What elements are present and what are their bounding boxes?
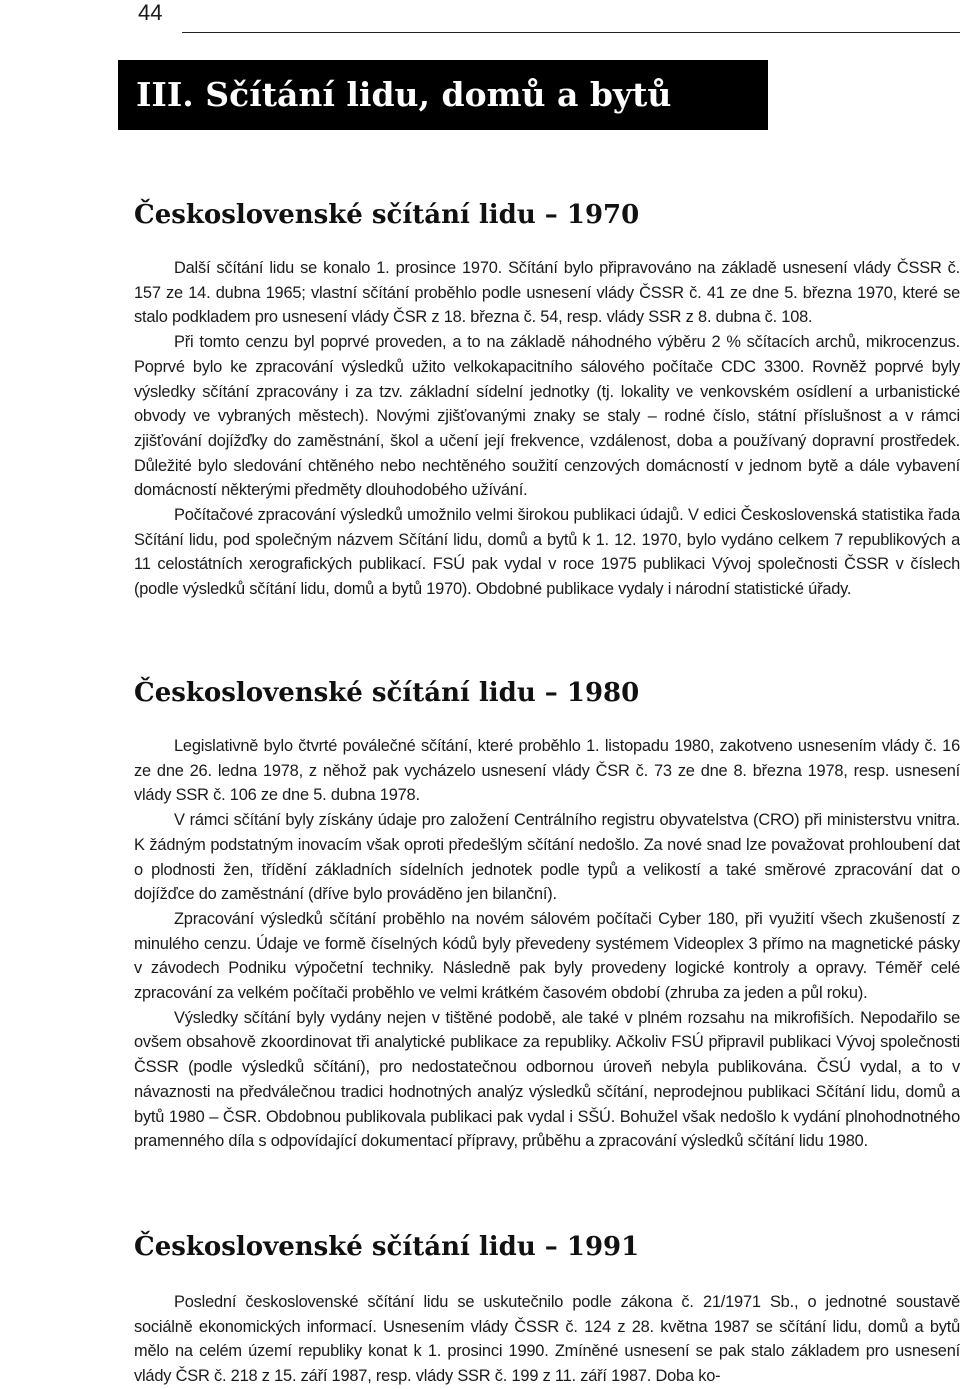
section-1970 — [134, 200, 960, 602]
paragraph: Zpracování výsledků sčítání proběhlo na novém sálovém počítači Cyber 180, při využití všech zkušeností z minulého cenzu. Údaje ve formě číselných kódů byly převedeny systémem Videoplex 3 přímo na magnetické pásky v závodech Podniku výpočetní techniky. Následně pak byly provedeny logické kontroly a opravy. Téměř celé zpracování za velkém počítači proběhlo ve velmi krátkém časovém období (zhruba za jeden a půl roku). — [134, 909, 960, 1003]
section-heading: Československé sčítání lidu – 1970 — [134, 200, 640, 230]
paragraph: Počítačové zpracování výsledků umožnilo velmi širokou publikaci údajů. V edici Československá statistika řada Sčítání lidu, pod společným názvem Sčítání lidu, domů a bytů k 1. 12. 1970, bylo vydáno celkem 7 republikových a 11 celostátních xerografických publikací. FSÚ pak vydal v roce 1975 publikaci Vývoj společnosti ČSSR v číslech (podle výsledků sčítání lidu, domů a bytů 1970). Obdobné publikace vydaly i národní statistické úřady. — [134, 506, 960, 599]
section-1980 — [134, 678, 960, 1154]
section-heading: Československé sčítání lidu – 1991 — [134, 1232, 640, 1262]
header-rule — [182, 32, 960, 33]
section-1991 — [134, 1232, 960, 1389]
paragraph: Poslední československé sčítání lidu se uskutečnilo podle zákona č. 21/1971 Sb., o jednotné soustavě sociálně ekonomických informací. Usnesením vlády ČSSR č. 124 z 28. května 1987 se sčítání lidu, domů a bytů mělo na celém území republiky konat k 1. prosinci 1990. Zmíněné usnesení se pak stalo základem pro usnesení vlády ČSR č. 218 z 15. září 1987, resp. vlády SSR č. 199 z 11. září 1987. Doba ko- — [134, 1293, 960, 1386]
chapter-title: III. Sčítání lidu, domů a bytů — [118, 60, 768, 130]
paragraph: Při tomto cenzu byl poprvé proveden, a to na základě náhodného výběru 2 % sčítacích archů, mikrocenzus. Poprvé bylo ke zpracování výsledků užito velkokapacitního sálového počítače CDC 3300. Rovněž poprvé byly výsledky sčítání zpracovány i za tzv. základní sídelní jednotky (tj. lokality ve venkovském osídlení a urbanistické obvody ve vybraných městech). Novými zjišťovanými znaky se staly – rodné číslo, státní příslušnost a v rámci zjišťování dojížďky do zaměstnání, škol a učení její frekvence, vzdálenost, doba a používaný dopravní prostředek. Důležité bylo sledování chtěného nebo nechtěného soužití cenzových domácností v jednom bytě a dále vybavení domácností některými předměty dlouhodobého užívání. — [134, 333, 960, 500]
paragraph: Výsledky sčítání byly vydány nejen v tištěné podobě, ale také v plném rozsahu na mikrofiších. Nepodařilo se ovšem obsahově zkoordinovat tři analytické publikace za republiky. Ačkoliv FSÚ připravil publikaci Vývoj společnosti ČSSR (podle výsledků sčítání), pro nedostatečnou odbornou úroveň nebyla publikována. ČSÚ vydal, a to v návaznosti na předválečnou tradici hodnotných analýz výsledků sčítání, neprodejnou publikaci Sčítání lidu, domů a bytů 1980 – ČSR. Obdobnou publikovala publikaci pak vydal i SŠÚ. Bohužel však nedošlo k vydání plnohodnotného pramenného díla s odpovídající dokumentací přípravy, průběhu a zpracování výsledků sčítání lidu 1980. — [134, 1008, 960, 1151]
paragraph: V rámci sčítání byly získány údaje pro založení Centrálního registru obyvatelstva (CRO) při ministerstvu vnitra. K žádným podstatným inovacím však oproti předešlým sčítání nedošlo. Za nové snad lze považovat prohloubení dat o plodnosti žen, třídění základních sídelních jednotek podle typů a velikostí a také směrové zpracování dat o dojížďce do zaměstnání (dříve bylo prováděno jen bilanční). — [134, 811, 960, 904]
paragraph: Další sčítání lidu se konalo 1. prosince 1970. Sčítání bylo připravováno na základě usnesení vlády ČSSR č. 157 ze 14. dubna 1965; vlastní sčítání proběhlo podle usnesení vlády ČSSR č. 41 ze dne 5. března 1970, které se stalo podkladem pro usnesení vlády ČSR z 18. března č. 54, resp. vlády SSR z 8. dubna č. 108. — [134, 259, 960, 327]
page-number: 44 — [138, 0, 163, 25]
paragraph: Legislativně bylo čtvrté poválečné sčítání, které proběhlo 1. listopadu 1980, zakotveno usnesením vlády č. 16 ze dne 26. ledna 1978, z něhož pak vycházelo usnesení vlády ČSR č. 73 ze dne 8. března 1978, resp. usnesení vlády SSR č. 106 ze dne 5. dubna 1978. — [134, 737, 960, 805]
section-heading: Československé sčítání lidu – 1980 — [134, 678, 640, 708]
